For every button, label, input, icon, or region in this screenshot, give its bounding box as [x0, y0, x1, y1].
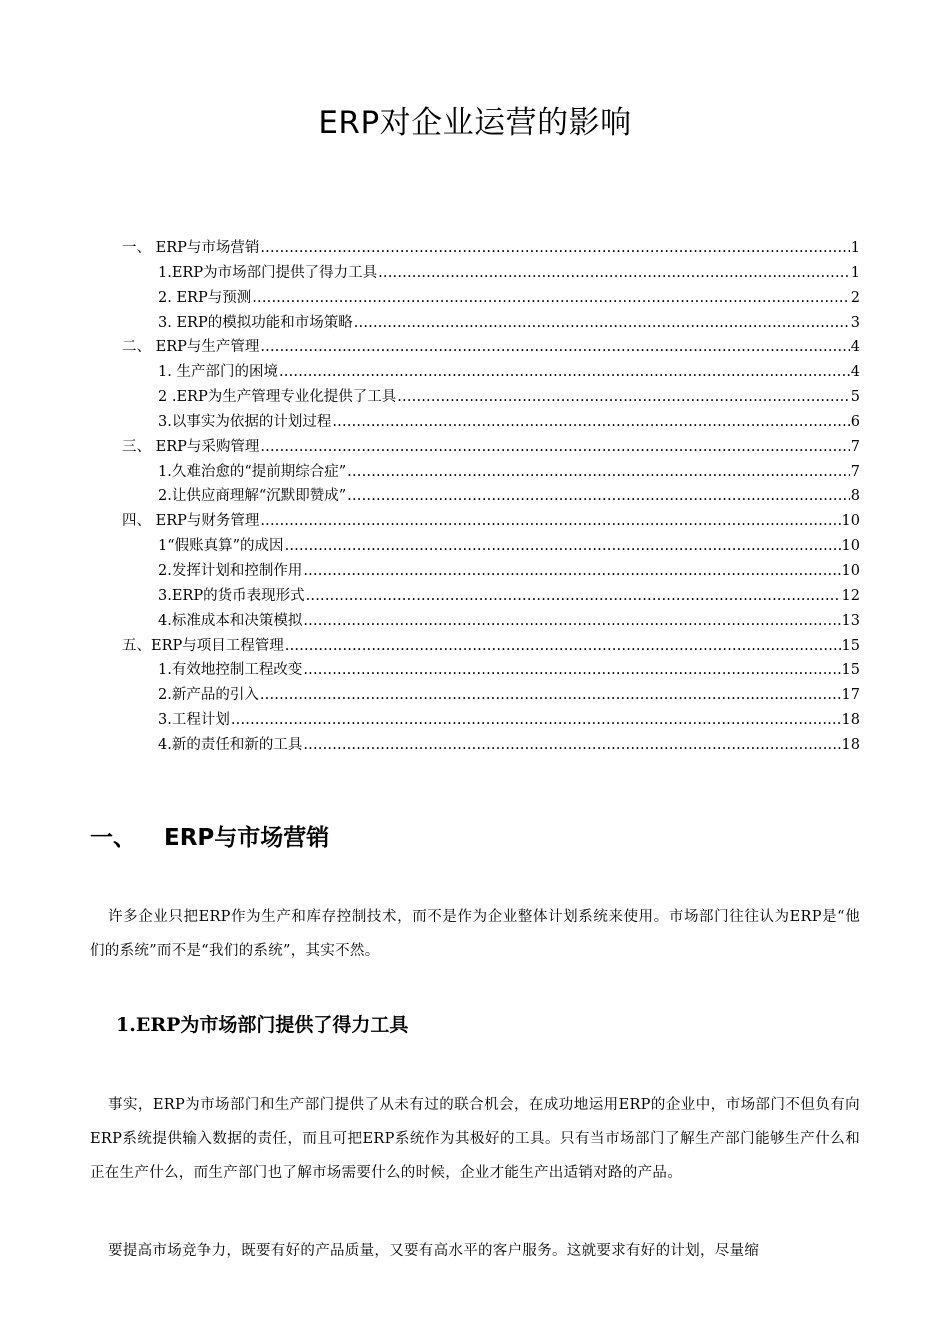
toc-dot-leader [303, 733, 840, 758]
toc-page-number: 5 [850, 389, 860, 406]
section-heading [90, 820, 329, 856]
toc-dot-leader [378, 261, 850, 286]
toc-entry[interactable] [122, 708, 860, 733]
toc-entry-title: 1.有效地控制工程改变 [158, 662, 303, 679]
toc-page-number: 4 [850, 364, 860, 381]
toc-entry-title: 3.ERP的货币表现形式 [158, 587, 305, 604]
toc-entry-title: 4.新的责任和新的工具 [158, 736, 303, 753]
toc-dot-leader [260, 509, 840, 534]
section-intro-paragraph: 许多企业只把ERP作为生产和库存控制技术，而不是作为企业整体计划系统来使用。市场部门往往认为ERP是“他们的系统”而不是“我们的系统”，其实不然。 [90, 909, 860, 959]
toc-page-number: 18 [841, 712, 860, 729]
toc-entry[interactable] [122, 410, 860, 435]
toc-dot-leader [260, 236, 849, 261]
toc-entry[interactable] [122, 584, 860, 609]
toc-entry[interactable] [122, 509, 860, 534]
toc-entry[interactable] [122, 261, 860, 286]
toc-page-number: 2 [850, 289, 860, 306]
toc-entry-title: 2.发挥计划和控制作用 [158, 562, 303, 579]
subsection-heading: 1.ERP为市场部门提供了得力工具 [116, 1014, 409, 1036]
toc-dot-leader [347, 484, 850, 509]
toc-entry[interactable] [122, 658, 860, 683]
toc-entry[interactable] [122, 236, 860, 261]
toc-page-number: 4 [850, 339, 860, 356]
toc-entry[interactable] [122, 559, 860, 584]
body-paragraph-continued: 要提高市场竞争力，既要有好的产品质量，又要有高水平的客户服务。这就要求有好的计划，尽量缩 [108, 1243, 760, 1259]
toc-entry[interactable] [122, 733, 860, 758]
toc-entry[interactable] [122, 683, 860, 708]
toc-dot-leader [303, 609, 840, 634]
toc-dot-leader [231, 708, 841, 733]
section-title: ERP与市场营销 [164, 825, 330, 851]
toc-dot-leader [260, 335, 849, 360]
toc-entry[interactable] [122, 286, 860, 311]
toc-dot-leader [285, 634, 841, 659]
table-of-contents [122, 236, 860, 758]
toc-entry[interactable] [122, 335, 860, 360]
toc-page-number: 6 [850, 413, 860, 430]
toc-entry-title: 1. 生产部门的困境 [158, 364, 278, 381]
toc-dot-leader [397, 385, 850, 410]
toc-entry-title: 4.标准成本和决策模拟 [158, 612, 303, 629]
toc-entry-title: 2.新产品的引入 [158, 687, 259, 704]
toc-entry[interactable] [122, 385, 860, 410]
toc-entry[interactable] [122, 634, 860, 659]
toc-page-number: 10 [841, 513, 860, 530]
toc-page-number: 15 [841, 662, 860, 679]
toc-entry-title: 三、 ERP与采购管理 [122, 438, 260, 455]
toc-entry-title: 3.工程计划 [158, 712, 230, 729]
toc-entry-title: 四、 ERP与财务管理 [122, 513, 260, 530]
toc-dot-leader [285, 534, 841, 559]
toc-page-number: 18 [841, 736, 860, 753]
toc-dot-leader [252, 286, 850, 311]
toc-entry[interactable] [122, 534, 860, 559]
toc-page-number: 17 [841, 687, 860, 704]
toc-page-number: 10 [841, 538, 860, 555]
toc-page-number: 13 [841, 612, 860, 629]
toc-page-number: 7 [850, 438, 860, 455]
toc-dot-leader [260, 435, 849, 460]
toc-entry[interactable] [122, 311, 860, 336]
body-paragraph: 事实，ERP为市场部门和生产部门提供了从未有过的联合机会，在成功地运用ERP的企业中，市场部门不但负有向ERP系统提供输入数据的责任，而且可把ERP系统作为其极好的工具。只有当市场部门了解生产部门能够生产什么和正在生产什么，而生产部门也了解市场需要什么的时候，企业才能生产出适销对路的产品。 [90, 1097, 860, 1181]
section-number: 一、 [90, 825, 136, 851]
toc-dot-leader [279, 360, 850, 385]
toc-dot-leader [303, 658, 840, 683]
toc-entry[interactable] [122, 609, 860, 634]
toc-entry-title: 3.以事实为依据的计划过程 [158, 413, 332, 430]
toc-dot-leader [303, 559, 840, 584]
toc-page-number: 3 [850, 314, 860, 331]
toc-entry[interactable] [122, 435, 860, 460]
toc-entry-title: 2. ERP与预测 [158, 289, 252, 306]
toc-dot-leader [332, 410, 849, 435]
toc-entry-title: 1.久难治愈的“提前期综合症” [158, 463, 347, 480]
toc-entry-title: 2.让供应商理解“沉默即赞成” [158, 488, 347, 505]
toc-entry-title: 3. ERP的模拟功能和市场策略 [158, 314, 353, 331]
toc-page-number: 8 [850, 488, 860, 505]
toc-page-number: 15 [841, 637, 860, 654]
toc-entry-title: 2 .ERP为生产管理专业化提供了工具 [158, 389, 397, 406]
toc-page-number: 7 [850, 463, 860, 480]
toc-entry-title: 1“假账真算”的成因 [158, 538, 284, 555]
toc-entry-title: 1.ERP为市场部门提供了得力工具 [158, 264, 378, 281]
toc-dot-leader [347, 460, 850, 485]
toc-entry-title: 一、 ERP与市场营销 [122, 240, 260, 256]
toc-entry-title: 二、 ERP与生产管理 [122, 339, 260, 356]
toc-page-number: 10 [841, 562, 860, 579]
toc-entry[interactable] [122, 460, 860, 485]
toc-page-number: 12 [841, 587, 860, 604]
toc-entry-title: 五、ERP与项目工程管理 [122, 637, 284, 654]
toc-entry[interactable] [122, 484, 860, 509]
toc-page-number: 1 [850, 264, 860, 281]
document-title: ERP对企业运营的影响 [318, 105, 632, 141]
toc-page-number: 1 [850, 240, 860, 256]
toc-entry[interactable] [122, 360, 860, 385]
toc-dot-leader [306, 584, 841, 609]
toc-dot-leader [260, 683, 841, 708]
toc-dot-leader [354, 311, 850, 336]
